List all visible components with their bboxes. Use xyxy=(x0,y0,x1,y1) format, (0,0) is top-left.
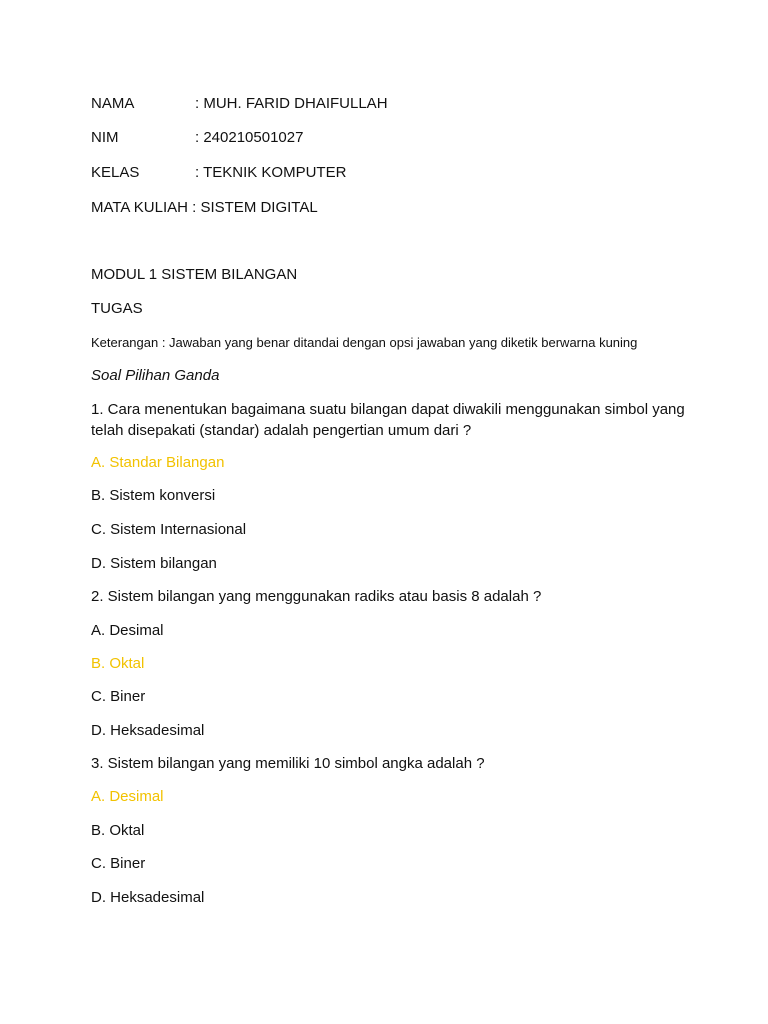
nim-value: : 240210501027 xyxy=(195,129,304,146)
section-title: Soal Pilihan Ganda xyxy=(91,367,220,384)
module-title: MODUL 1 SISTEM BILANGAN xyxy=(91,266,298,283)
nim-label: NIM xyxy=(91,129,119,146)
question-2-option-b: B. Oktal xyxy=(91,655,145,672)
question-1-option-b: B. Sistem konversi xyxy=(91,487,216,504)
nama-label: NAMA xyxy=(91,95,135,112)
tugas-heading: TUGAS xyxy=(91,300,143,317)
question-3-option-b: B. Oktal xyxy=(91,822,145,839)
question-3-option-d: D. Heksadesimal xyxy=(91,889,205,906)
question-1-text: 1. Cara menentukan bagaimana suatu bilangan dapat diwakili menggunakan simbol yang telah disepakati (standar) adalah pengertian umum dari ? xyxy=(91,401,685,439)
mata-kuliah-line: MATA KULIAH : SISTEM DIGITAL xyxy=(91,199,318,216)
keterangan-note: Keterangan : Jawaban yang benar ditandai dengan opsi jawaban yang diketik berwarna kuning xyxy=(91,335,638,350)
question-2-option-d: D. Heksadesimal xyxy=(91,722,205,739)
question-2-text: 2. Sistem bilangan yang menggunakan radiks atau basis 8 adalah ? xyxy=(91,588,542,605)
question-2-option-a: A. Desimal xyxy=(91,622,164,639)
kelas-label: KELAS xyxy=(91,164,140,181)
question-3-option-c: C. Biner xyxy=(91,855,146,872)
question-1-option-c: C. Sistem Internasional xyxy=(91,521,247,538)
question-3-option-a: A. Desimal xyxy=(91,788,164,805)
question-2-option-c: C. Biner xyxy=(91,688,146,705)
kelas-value: : TEKNIK KOMPUTER xyxy=(195,164,347,181)
question-3-text: 3. Sistem bilangan yang memiliki 10 simbol angka adalah ? xyxy=(91,755,485,772)
question-1-option-a: A. Standar Bilangan xyxy=(91,454,225,471)
nama-value: : MUH. FARID DHAIFULLAH xyxy=(195,95,388,112)
question-1-option-d: D. Sistem bilangan xyxy=(91,555,217,572)
